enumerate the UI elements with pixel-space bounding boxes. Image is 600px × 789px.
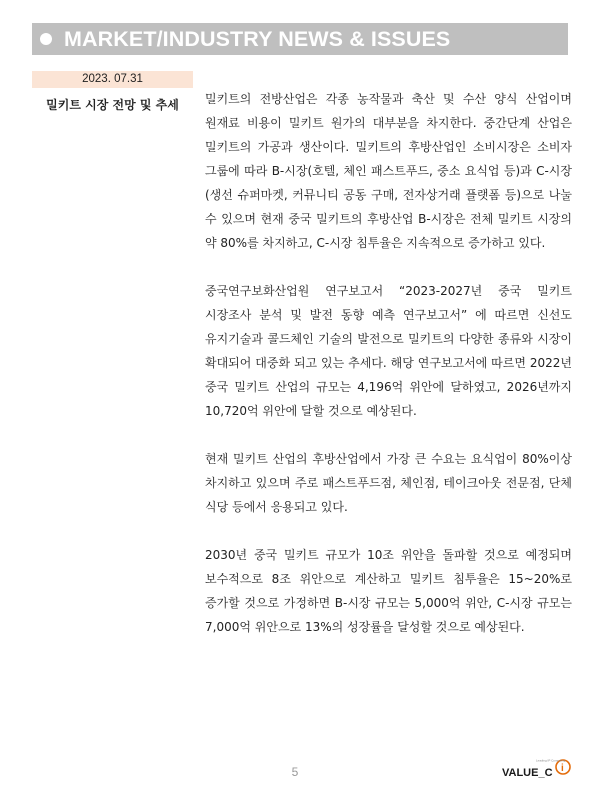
- article-date: 2023. 07.31: [32, 71, 193, 88]
- logo-tagline: Leading IP Consulting: [536, 758, 566, 763]
- article-paragraph: 밀키트의 전방산업은 각종 농작물과 축산 및 수산 양식 산업이며 원재료 비용이 밀키트 원가의 대부분을 차지한다. 중간단계 산업은 밀키트의 가공과 생산이다. 밀키트의 후방산업인 소비시장은 소비자 그룹에 따라 B-시장(호텔, 체인 패스트푸드, 중소 요식업 등)과 C-시장(생선 슈퍼마켓, 커뮤니티 공동 구매, 전자상거래 플랫폼 등)으로 나눌 수 있으며 현재 중국 밀키트의 후방산업 B-시장은 전체 밀키트 시장의 약 80%를 차지하고, C-시장 침투율은 지속적으로 증가하고 있다.: [205, 92, 572, 250]
- logo-text: VALUE_C: [502, 767, 553, 779]
- page-number: 5: [291, 765, 299, 779]
- section-header-bar: [32, 23, 568, 55]
- logo-letter: i: [561, 763, 564, 774]
- article-paragraph: 중국연구보화산업원 연구보고서 “2023-2027년 중국 밀키트 시장조사 분석 및 발전 동향 예측 연구보고서” 에 따르면 신선도 유지기술과 콜드체인 기술의 발전으로 밀키트의 다양한 종류와 시장이 확대되어 대중화 되고 있는 추세다. 해당 연구보고서에 따르면 2022년 중국 밀키트 산업의 규모는 4,196억 위안에 달하였고, 2026년까지 10,720억 위안에 달할 것으로 예상된다.: [205, 284, 572, 418]
- section-title: MARKET/INDUSTRY NEWS & ISSUES: [64, 26, 451, 51]
- value-ci-logo: [502, 756, 572, 782]
- article-paragraph: 2030년 중국 밀키트 규모가 10조 위안을 돌파할 것으로 예정되며 보수적으로 8조 위안으로 계산하고 밀키트 침투율은 15~20%로 증가할 것으로 가정하면 B-시장 규모는 5,000억 위안, C-시장 규모는 7,000억 위안으로 13%의 성장률을 달성할 것으로 예상된다.: [205, 548, 572, 634]
- article-body: [205, 87, 572, 663]
- article-paragraph: 현재 밀키트 산업의 후방산업에서 가장 큰 수요는 요식업이 80%이상 차지하고 있으며 주로 패스트푸드점, 체인점, 테이크아웃 전문점, 단체 식당 등에서 응용되고 있다.: [205, 452, 572, 514]
- article-title: 밀키트 시장 전망 및 추세: [46, 98, 179, 112]
- bullet-icon: [40, 33, 52, 45]
